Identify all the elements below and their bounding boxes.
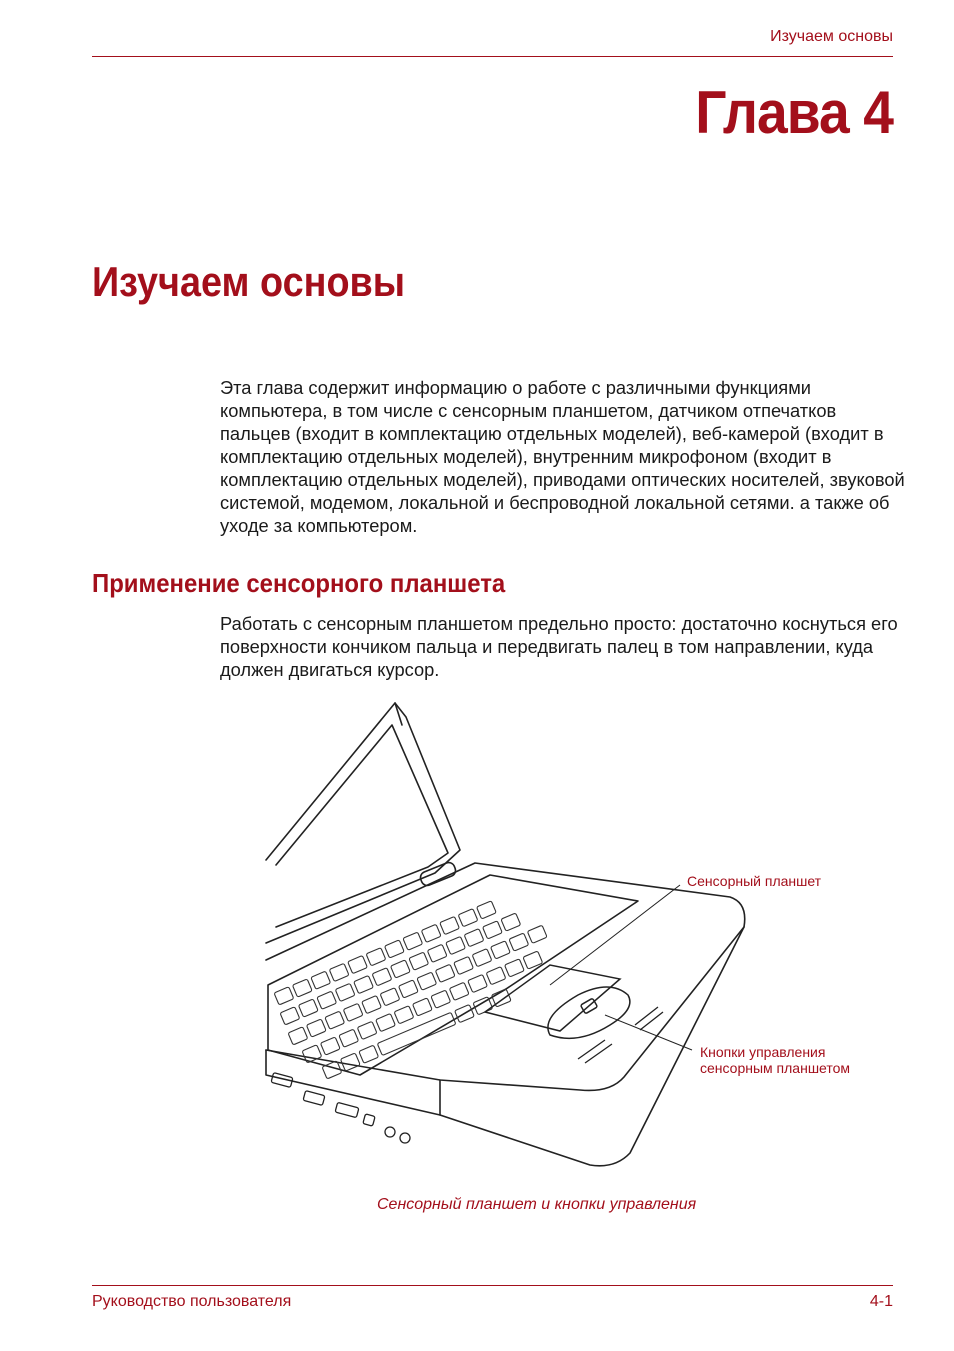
header-rule [92,56,893,57]
callout-buttons-line2: сенсорным планшетом [700,1060,851,1076]
footer-title: Руководство пользователя [92,1293,292,1310]
intro-paragraph: Эта глава содержит информацию о работе с различными функциями компьютера, в том числе с сенсорным планшетом, датчиком отпечатков пальцев (входит в комплектацию отдельных моделей), веб-камерой (входит в комплектацию отдельных моделей), внутренним микрофоном (входит в комплектацию отдельных моделей), приводами оптических носителей, звуковой системой, модемом, локальной и беспроводной локальной сетями. а также об уходе за компьютером. [220,377,905,536]
touchpad-paragraph: Работать с сенсорным планшетом предельно просто: достаточно коснуться его поверхности кончиком пальца и передвигать палец в том направлении, куда должен двигаться курсор. [220,613,898,680]
laptop-lid [266,703,460,943]
footer-rule [92,1285,893,1286]
callout-buttons [700,1044,850,1076]
callout-touchpad: Сенсорный планшет [687,873,822,889]
figure-caption: Сенсорный планшет и кнопки управления [377,1196,697,1213]
subsection-title: Применение сенсорного планшета [92,568,506,598]
buttons-leader [605,1015,692,1050]
touchpad [485,965,620,1031]
running-header: Изучаем основы [770,28,893,45]
section-title: Изучаем основы [92,258,406,305]
chapter-title: Глава 4 [695,79,893,146]
laptop-illustration [260,695,920,1175]
keyboard [268,875,638,1075]
callout-buttons-line1: Кнопки управления [700,1044,826,1060]
page-number: 4-1 [869,1293,893,1310]
touchpad-leader [550,885,680,985]
